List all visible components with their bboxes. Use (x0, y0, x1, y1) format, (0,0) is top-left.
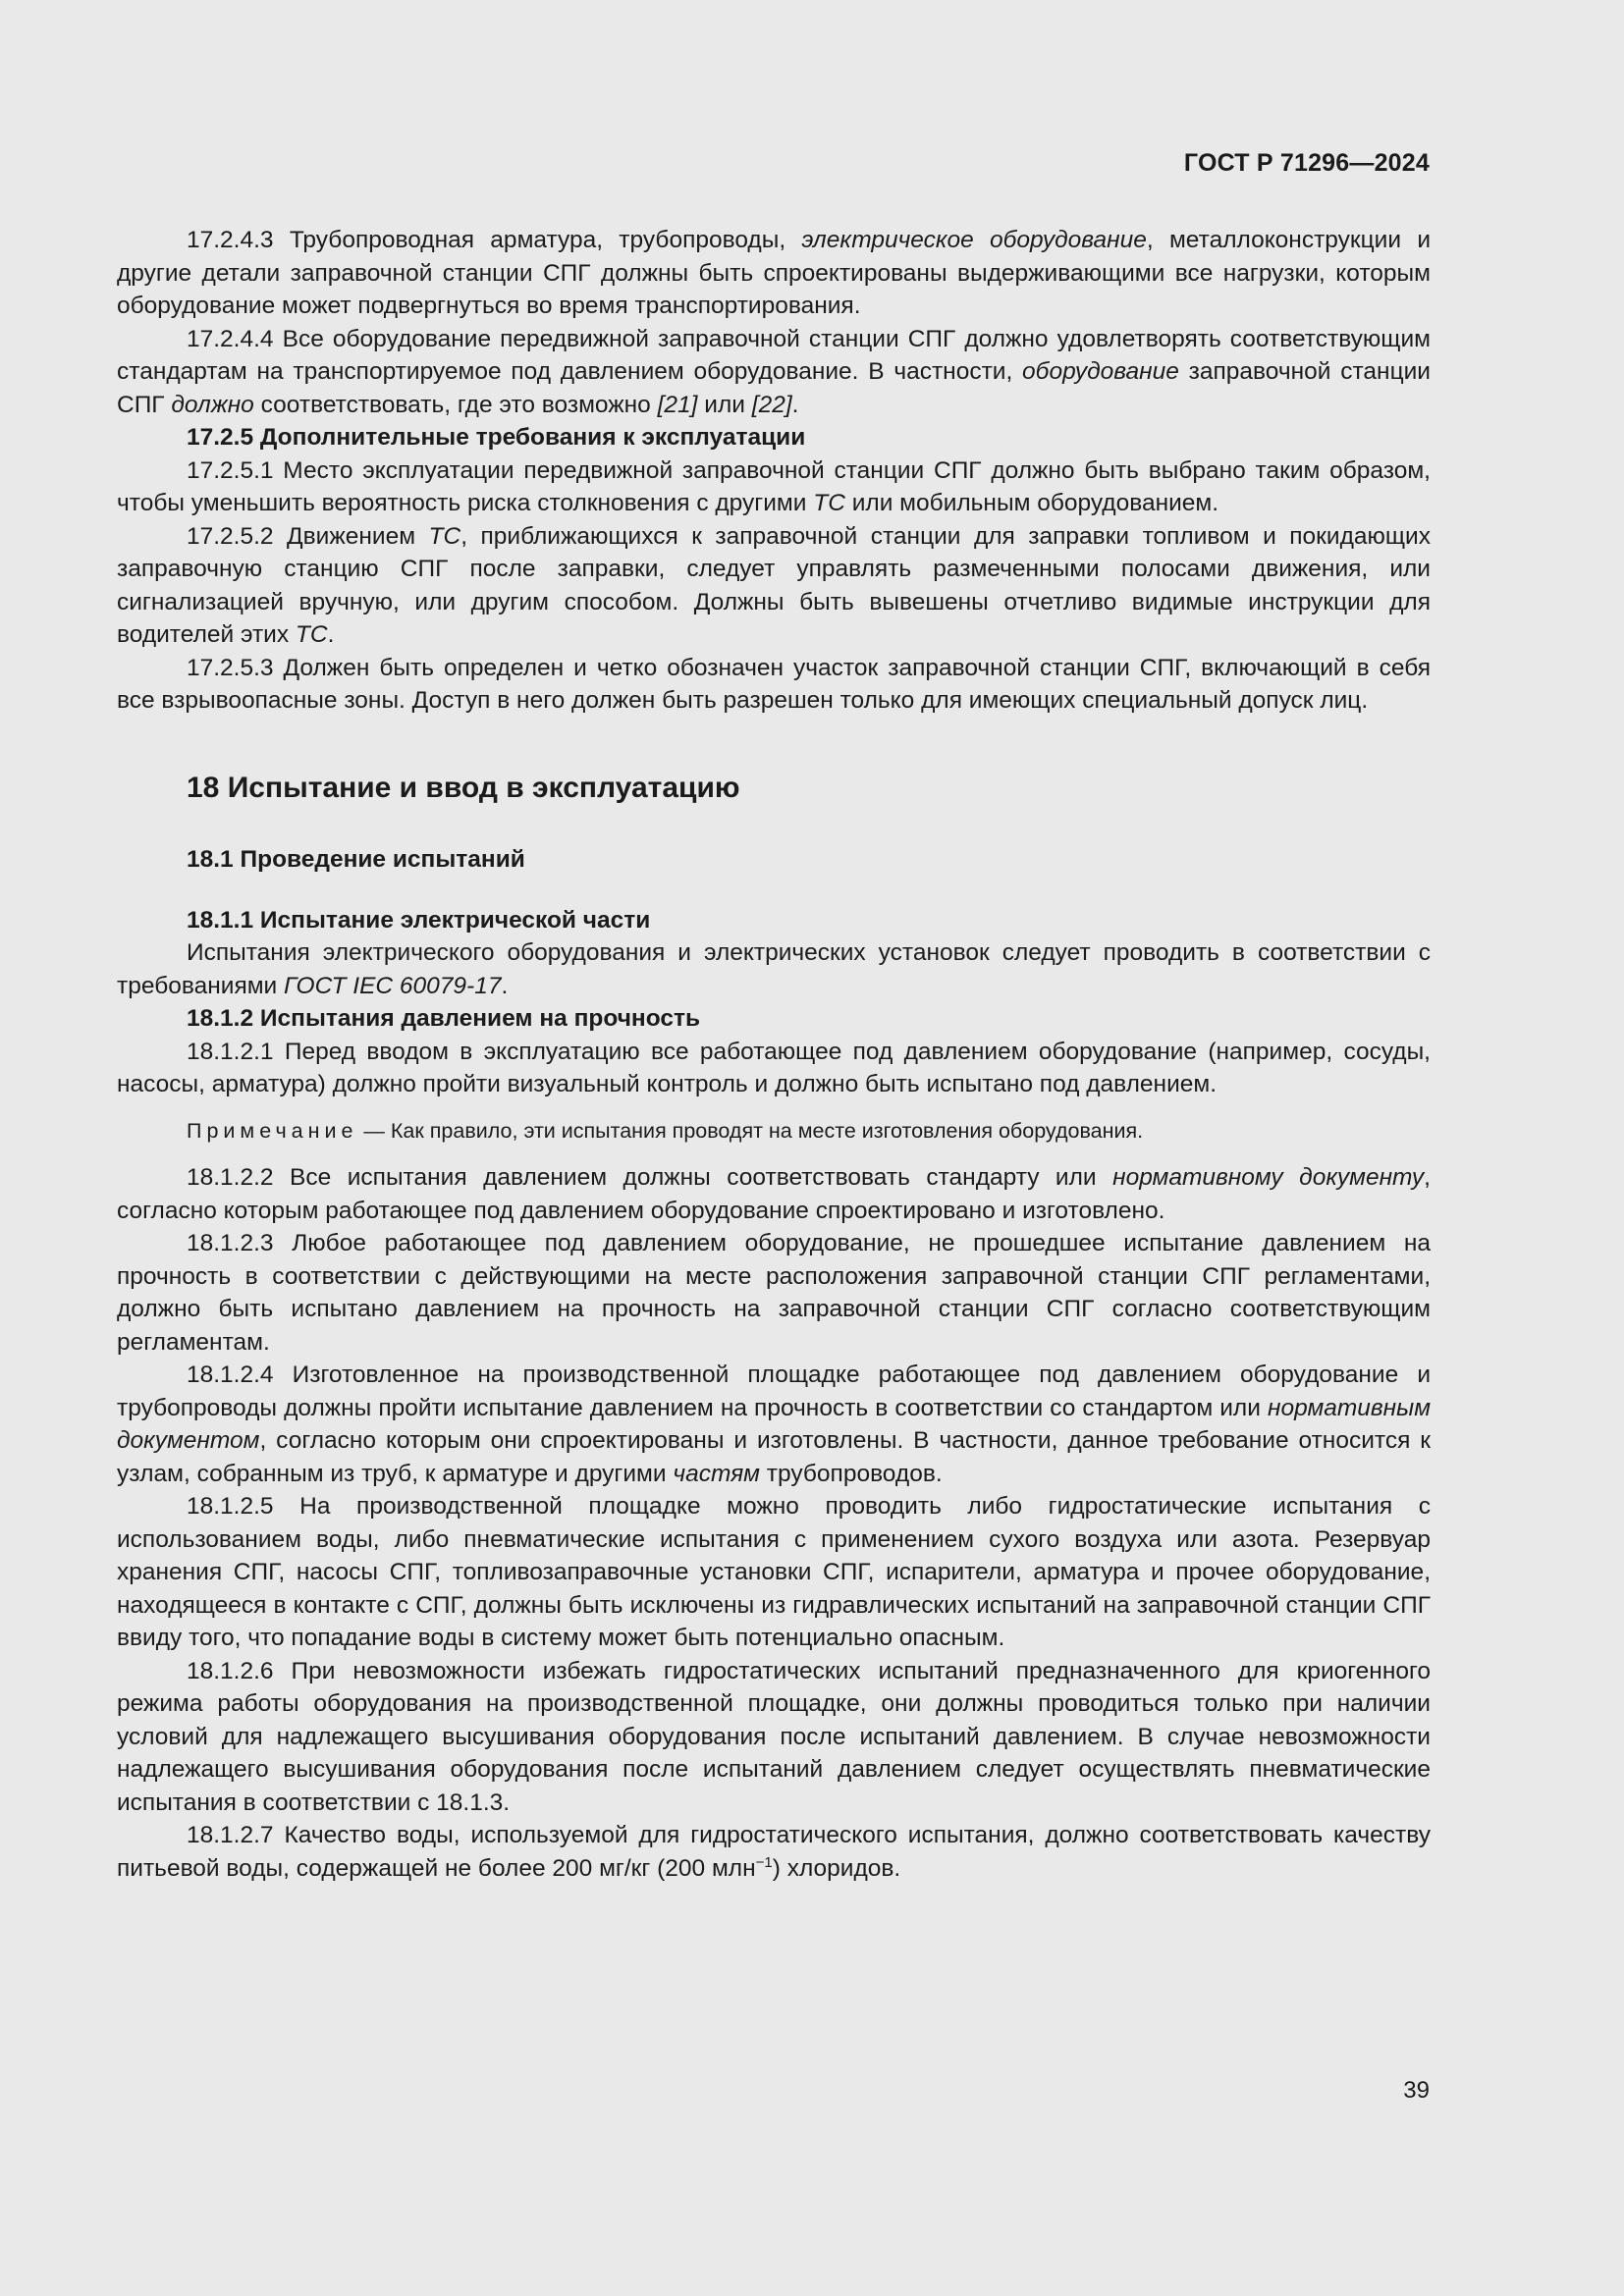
paragraph-18-1-1: Испытания электрического оборудования и электрических установок следует проводить в соответствии с требованиями ГОСТ IEC 60079-17. (117, 939, 1431, 999)
page-number: 39 (1403, 2077, 1430, 2104)
paragraph-18-1-2-2: 18.1.2.2 Все испытания давлением должны соответствовать стандарту или нормативному документу, согласно которым работающее под давлением оборудование спроектировано и изготовлено. (117, 1164, 1431, 1224)
paragraph-17-2-5-3: 17.2.5.3 Должен быть определен и четко обозначен участок заправочной станции СПГ, включающий в себя все взрывоопасные зоны. Доступ в него должен быть разрешен только для имеющих специальный допуск лиц. (117, 654, 1431, 714)
paragraph-17-2-4-3: 17.2.4.3 Трубопроводная арматура, трубопроводы, электрическое оборудование, металлоконструкции и другие детали заправочной станции СПГ должны быть спроектированы выдерживающими все нагрузки, которым оборудование может подвергнуться во время транспортирования. (117, 227, 1432, 319)
document-header: ГОСТ Р 71296—2024 (1183, 149, 1430, 177)
paragraph-18-1-2-3: 18.1.2.3 Любое работающее под давлением оборудование, не прошедшее испытание давлением на прочность в соответствии с действующими на месте расположения заправочной станции СПГ регламентами, должно быть испытано давлением на прочность на заправочной станции СПГ согласно соответствующим регламентам. (117, 1230, 1431, 1356)
heading-17-2-5: 17.2.5 Дополнительные требования к эксплуатации (187, 424, 806, 451)
paragraph-17-2-5-1: 17.2.5.1 Место эксплуатации передвижной заправочной станции СПГ должно быть выбрано таким образом, чтобы уменьшить вероятность риска столкновения с другими ТС или мобильным оборудованием. (117, 456, 1431, 516)
paragraph-17-2-5-2: 17.2.5.2 Движением ТС, приближающихся к заправочной станции для заправки топливом и покидающих заправочную станцию СПГ после заправки, следует управлять размеченными полосами движения, или сигнализацией вручную, или другим способом. Должны быть вывешены отчетливо видимые инструкции для водителей этих ТС. (117, 522, 1431, 648)
heading-18-1-1: 18.1.1 Испытание электрической части (187, 906, 651, 934)
paragraph-18-1-2-7: 18.1.2.7 Качество воды, используемой для гидростатического испытания, должно соответствовать качеству питьевой воды, содержащей не более 200 мг/кг (200 млн$^{-1}$) хлоридов. (117, 1822, 1431, 1882)
paragraph-18-1-2-1: 18.1.2.1 Перед вводом в эксплуатацию все работающее под давлением оборудование (например, сосуды, насосы, арматура) должно пройти визуальный контроль и должно быть испытано под давлением. (117, 1038, 1431, 1097)
paragraph-18-1-2-4: 18.1.2.4 Изготовленное на производственной площадке работающее под давлением оборудование и трубопроводы должны пройти испытание давлением на прочность в соответствии со стандартом или нормативным документом, согласно которым они спроектированы и изготовлены. В частности, данное требование относится к узлам, собранным из труб, к арматуре и другими частям трубопроводов. (117, 1362, 1431, 1487)
note-label: Примечание (187, 1118, 358, 1143)
paragraph-18-1-2-6: 18.1.2.6 При невозможности избежать гидростатических испытаний предназначенного для криогенного режима работы оборудования на производственной площадке, они должны проводиться только при наличии условий для надлежащего высушивания оборудования после испытаний давлением. В случае невозможности надлежащего высушивания оборудования после испытаний давлением следует осуществлять пневматические испытания в соответствии с 18.1.3. (117, 1657, 1431, 1816)
section-heading-18: 18 Испытание и ввод в эксплуатацию (187, 771, 740, 804)
heading-18-1: 18.1 Проведение испытаний (187, 846, 525, 873)
paragraph-18-1-2-5: 18.1.2.5 На производственной площадке можно проводить либо гидростатические испытания с использованием воды, либо пневматические испытания с применением сухого воздуха или азота. Резервуар хранения СПГ, насосы СПГ, топливозаправочные установки СПГ, испарители, арматура и прочее оборудование, находящееся в контакте с СПГ, должны быть исключены из гидравлических испытаний на заправочной станции СПГ ввиду того, что попадание воды в систему может быть потенциально опасным. (117, 1493, 1431, 1651)
document-body (117, 224, 1431, 1885)
heading-18-1-2: 18.1.2 Испытания давлением на прочность (187, 1005, 701, 1032)
note-text: — Как правило, эти испытания проводят на месте изготовления оборудования. (357, 1118, 1144, 1143)
paragraph-17-2-4-4: 17.2.4.4 Все оборудование передвижной заправочной станции СПГ должно удовлетворять соответствующим стандартам на транспортируемое под давлением оборудование. В частности, оборудование заправочной станции СПГ должно соответствовать, где это возможно [21] или [22]. (117, 325, 1431, 418)
note (117, 1115, 1431, 1148)
